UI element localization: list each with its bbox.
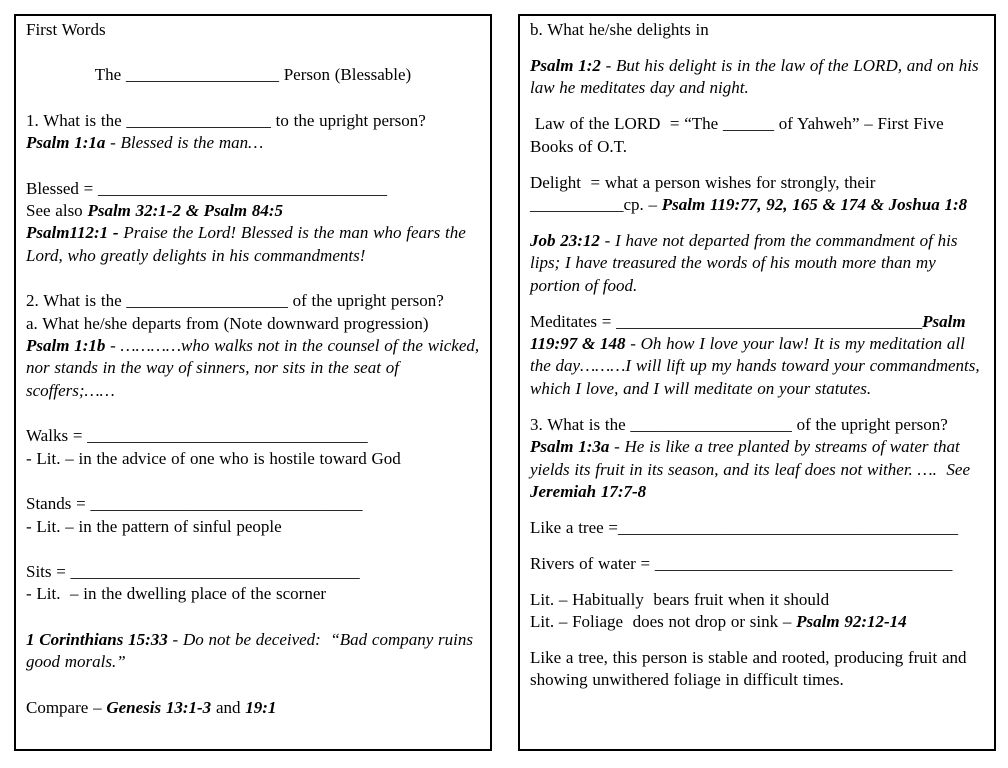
text-run: Walks = [26,426,88,446]
text-run: of the upright person? [287,291,444,311]
text-run: Blessed = [26,178,98,198]
paragraph [530,647,984,692]
paragraph [530,19,984,41]
blank-fill-line: ______ [722,114,774,134]
blank-fill-line: ___________________ [126,291,288,311]
left-text-box [14,14,492,751]
text-run: - Lit. – in the pattern of sinful people [26,516,282,536]
scripture-reference: 1 Corinthians 15:33 [26,629,168,649]
blank-fill-line: __________________________________ [97,178,387,198]
right-text-box [518,14,996,751]
scripture-reference: Job 23:12 [530,230,600,250]
scripture-reference: Psalm 119:77, 92, 165 & 174 & Joshua 1:8 [661,194,968,214]
text-run: - Lit. – in the advice of one who is hostile toward God [26,448,401,468]
text-run: 3. What is the [530,414,631,434]
blank-fill-line: __________________ [125,65,279,85]
paragraph [530,311,984,401]
scripture-reference: Psalm 92:12-14 [796,612,907,632]
text-run: - [167,629,183,649]
text-run: Lit. – Foliage does not drop or sink – [530,612,797,632]
paragraph [26,19,480,41]
paragraph [26,110,480,155]
text-run: and [211,697,246,717]
text-run: First Words [26,20,106,39]
text-run: Sits = [26,561,71,581]
text-run: - [105,133,121,153]
blank-fill-line: _________________ [126,110,271,130]
paragraph [530,113,984,158]
text-run: See also [26,201,88,221]
scripture-reference: Jeremiah 17:7-8 [530,481,647,501]
text-run: - [609,437,625,457]
paragraph [26,425,480,470]
paragraph [530,589,984,634]
paragraph [530,517,984,539]
scripture-quote: Blessed is the man… [120,133,264,153]
text-run: Lit. – Habitually bears fruit when it should [530,589,830,609]
text-run: - [600,55,617,75]
text-run: Person (Blessable) [278,65,412,85]
scripture-reference: Psalm 1:3a [530,437,610,457]
scripture-quote: Oh how I love your law! It is my meditation all the day………I will lift up my hands toward your commandments, which I love, and I will meditate on your statutes. [530,333,985,398]
scripture-reference: Psalm 119:97 & 148 [530,311,971,353]
text-run: b. What he/she delights in [530,20,709,39]
blank-fill-line: ___________ [530,194,624,214]
text-run: Like a tree, this person is stable and rooted, producing fruit and showing unwithered foliage in difficult times. [530,647,972,690]
paragraph [530,230,984,297]
scripture-quote: Do not be deceived: “Bad company ruins good morals.” [26,629,478,672]
text-run: Delight = what a person wishes for strongly, their [530,172,876,192]
blank-fill-line: ________________________________ [90,494,363,514]
text-run: Compare – [26,697,107,717]
text-run: Rivers of water = [530,553,655,573]
paragraph [530,414,984,504]
scripture-reference: Psalm 32:1-2 & Psalm 84:5 [87,201,284,221]
text-run: cp. – [623,194,662,214]
paragraph [26,561,480,606]
text-run: Like a tree = [530,517,619,537]
text-run: Meditates = [530,311,617,331]
text-run: of Yahweh” – First Five Books of O.T. [530,114,949,156]
text-run: - [105,336,121,356]
text-run: Law of the LORD = “The [530,114,723,134]
scripture-reference: Psalm 1:2 [530,55,601,75]
scripture-reference: Psalm 1:1b [26,336,106,356]
paragraph [26,290,484,402]
text-run: 2. What is the [26,291,127,311]
blank-fill-line: ___________________ [630,414,792,434]
blank-fill-line: ___________________________________ [654,553,953,573]
paragraph [530,55,984,100]
scripture-reference: 19:1 [245,697,277,717]
paragraph [530,172,984,217]
text-run: to the upright person? [270,110,426,130]
paragraph [530,553,984,575]
scripture-reference: Psalm112:1 - [26,223,124,243]
paragraph [26,493,480,538]
paragraph [26,697,480,719]
paragraph [26,178,480,268]
text-run: Stands = [26,494,91,514]
scripture-quote: I have not departed from the commandment of his lips; I have treasured the words of his mouth more than my portion of food. [530,230,963,295]
blank-fill-line: __________________________________ [70,561,360,581]
text-run: - [625,333,641,353]
scripture-quote: …………who walks not in the counsel of the wicked, nor stands in the way of sinners, nor sits in the seat of scoffers;…… [26,336,484,400]
scripture-reference: Genesis 13:1-3 [106,697,212,717]
blank-fill-line: ________________________________________ [618,517,959,537]
scripture-quote: Praise the Lord! Blessed is the man who fears the Lord, who greatly delights in his commandments! [26,223,471,265]
text-run: 1. What is the [26,110,127,130]
text-run: - Lit. – in the dwelling place of the scorner [26,584,327,604]
scripture-quote: But his delight is in the law of the LORD, and on his law he meditates day and night. [530,55,984,98]
blank-fill-line: _________________________________ [87,426,368,446]
text-run: a. What he/she departs from (Note downward progression) [26,313,429,333]
blank-fill-line: ____________________________________ [616,311,923,331]
scripture-reference: Psalm 1:1a [26,133,106,153]
text-run: - [599,230,616,250]
scripture-quote: He is like a tree planted by streams of water that yields its fruit in its season, and its leaf does not wither. …. See [530,437,975,479]
text-run: of the upright person? [791,414,948,434]
title-line [26,64,480,86]
paragraph [26,629,480,674]
text-run: The [94,65,126,85]
